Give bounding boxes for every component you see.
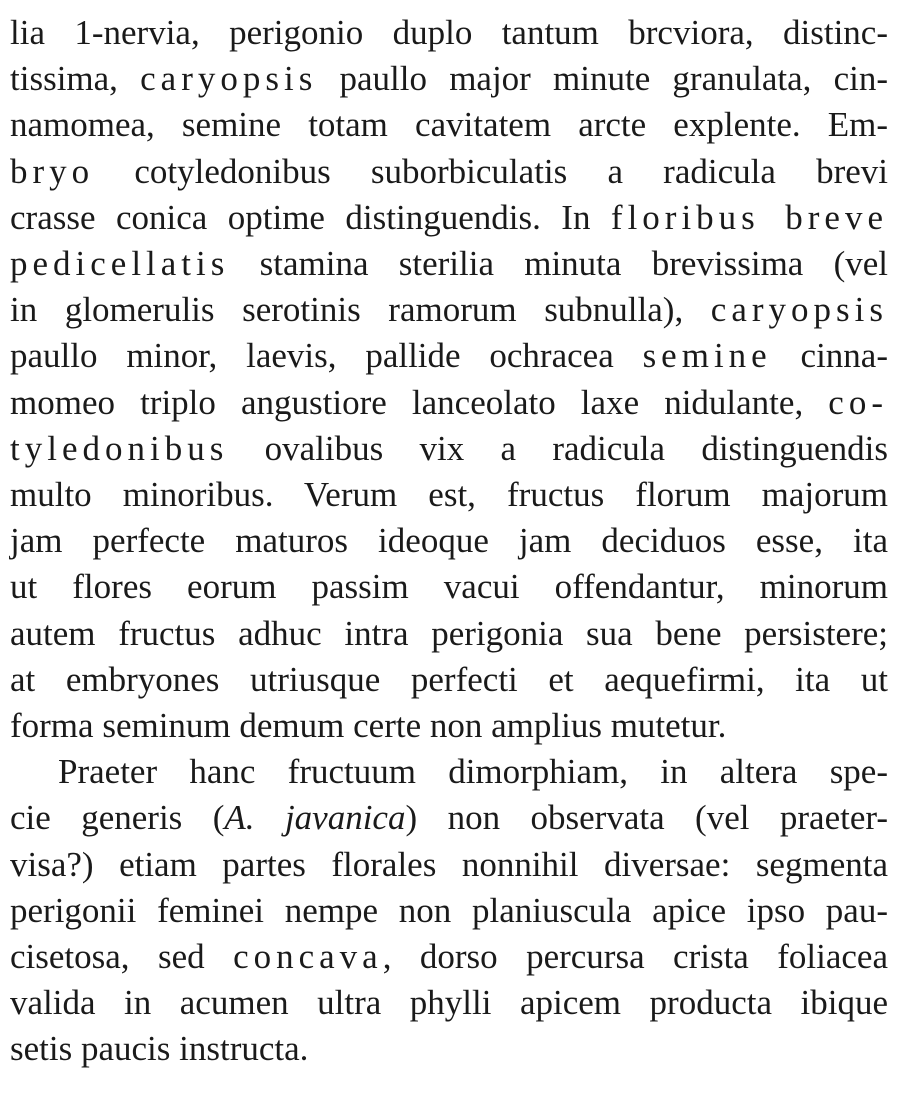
- italic-text: A. javanica: [224, 798, 406, 838]
- spaced-text: semine: [642, 336, 772, 376]
- text-line: [10, 657, 888, 703]
- text-line: [10, 611, 888, 657]
- text-line: [10, 888, 888, 934]
- text-segment: at embryones utriusque perfecti et aequefirmi, ita ut: [10, 659, 888, 699]
- text-segment: stamina sterilia minuta brevissima (vel: [229, 244, 888, 283]
- text-line: [10, 518, 888, 564]
- text-segment: tissima,: [10, 59, 141, 99]
- spaced-text: tyledonibus: [10, 428, 229, 468]
- text-segment: autem fructus adhuc intra perigonia sua bene persistere;: [10, 613, 888, 653]
- text-segment: in glomerulis serotinis ramorum subnulla),: [10, 290, 711, 330]
- text-line: [10, 149, 888, 195]
- text-segment: ovalibus vix a radicula distinguendis: [228, 428, 888, 468]
- spaced-text: concava: [233, 937, 383, 976]
- text-segment: visa?) etiam partes florales nonnihil diversae: segmenta: [10, 844, 888, 884]
- text-line: [10, 195, 888, 241]
- text-line: [10, 842, 888, 888]
- spaced-text: caryopsis: [140, 59, 318, 99]
- text-line: [10, 287, 888, 333]
- text-segment: cisetosa, sed: [10, 937, 234, 976]
- text-line: [10, 10, 888, 56]
- text-segment: paullo minor, laevis, pallide ochracea: [10, 336, 643, 376]
- text-segment: namomea, semine totam cavitatem arcte explente. Em-: [10, 105, 888, 145]
- text-line: [10, 333, 888, 379]
- text-segment: setis paucis instructa.: [10, 1029, 309, 1069]
- text-segment: momeo triplo angustiore lanceolato laxe nidulante,: [10, 382, 829, 422]
- text-line: [10, 241, 888, 287]
- spaced-text: floribus breve: [610, 197, 888, 237]
- text-segment: cie generis (: [10, 798, 225, 838]
- spaced-text: co-: [828, 382, 888, 422]
- text-line: [10, 564, 888, 610]
- text-segment: valida in acumen ultra phylli apicem producta ibique: [10, 983, 888, 1023]
- text-line: [10, 472, 888, 518]
- text-line: [10, 703, 888, 749]
- text-line: [10, 934, 888, 980]
- text-segment: paullo major minute granulata, cin-: [317, 59, 888, 99]
- text-segment: lia 1-nervia, perigonio duplo tantum brcviora, distinc-: [10, 13, 888, 52]
- text-segment: ) non observata (vel praeter-: [405, 798, 888, 838]
- text-segment: jam perfecte maturos ideoque jam deciduos esse, ita: [10, 521, 888, 561]
- text-line: [10, 426, 888, 472]
- text-segment: cinna-: [771, 336, 888, 376]
- text-line: [10, 56, 888, 102]
- text-segment: perigonii feminei nempe non planiuscula apice ipso pau-: [10, 890, 888, 930]
- text-segment: , dorso percursa crista foliacea: [382, 937, 888, 976]
- text-segment: ut flores eorum passim vacui offendantur, minorum: [10, 567, 888, 607]
- text-segment: multo minoribus. Verum est, fructus florum majorum: [10, 475, 888, 514]
- text-segment: crasse conica optime distinguendis. In: [10, 197, 611, 237]
- text-line: [58, 749, 888, 795]
- text-line: [10, 980, 888, 1026]
- text-segment: Praeter hanc fructuum dimorphiam, in altera spe-: [58, 752, 888, 792]
- text-line: [10, 380, 888, 426]
- text-segment: cotyledonibus suborbiculatis a radicula brevi: [94, 151, 888, 191]
- spaced-text: caryopsis: [710, 290, 888, 330]
- text-segment: forma seminum demum certe non amplius mutetur.: [10, 706, 727, 745]
- text-line: [10, 795, 888, 841]
- text-line: [10, 102, 888, 148]
- spaced-text: pedicellatis: [10, 244, 230, 283]
- spaced-text: bryo: [10, 151, 95, 191]
- text-line: [10, 1026, 888, 1072]
